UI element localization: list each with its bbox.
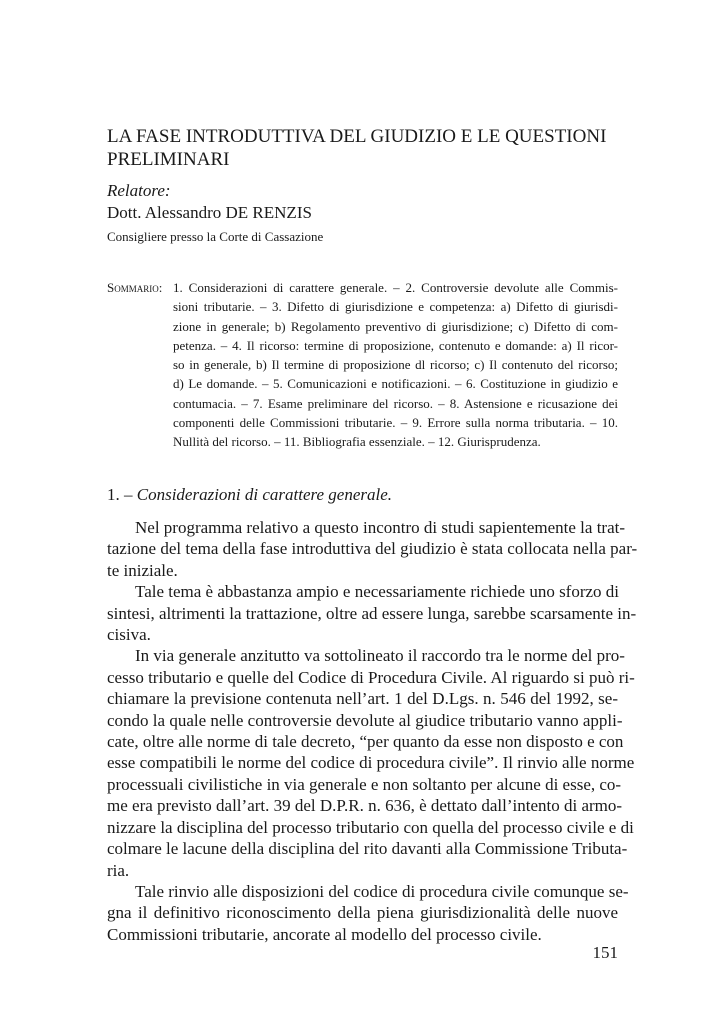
body-line: cesso tributario e quelle del Codice di Procedura Civile. Al riguardo si può ri- (107, 667, 635, 687)
body-line: In via generale anzitutto va sottolineato il raccordo tra le norme del pro- (135, 646, 625, 666)
body-line: cisiva. (107, 625, 151, 645)
chapter-title (107, 125, 618, 171)
body-line: condo la quale nelle controversie devolute al giudice tributario vanno appli- (107, 710, 623, 730)
author-name: Dott. Alessandro DE RENZIS (107, 203, 312, 222)
author-role: Consigliere presso la Corte di Cassazione (107, 229, 324, 244)
body-text (107, 517, 638, 945)
sommario-label: Sommario: (107, 280, 163, 295)
body-line: Commissioni tributarie, ancorate al modello del processo civile. (107, 924, 542, 944)
body-line: ria. (107, 860, 130, 880)
body-line: colmare le lacune della disciplina del rito davanti alla Commissione Tributa- (107, 839, 628, 859)
sommario-line: contumacia. – 7. Esame preliminare del ricorso. – 8. Astensione e ricusazione dei (173, 395, 618, 411)
relatore-label: Relatore: (107, 181, 171, 200)
section-heading (107, 484, 618, 505)
body-line: tazione del tema della fase introduttiva del giudizio è stata collocata nella par- (107, 539, 638, 559)
body-line: me era previsto dall’art. 39 del D.P.R. n. 636, è dettato dall’intento di armo- (107, 796, 623, 816)
sommario-line: zione in generale; b) Regolamento preventivo di giurisdizione; c) Difetto di com- (173, 318, 618, 334)
body-line: cate, oltre alle norme di tale decreto, “per quanto da esse non disposto e con (107, 732, 624, 752)
body-line: esse compatibili le norme del codice di procedura civile”. Il rinvio alle norme (107, 753, 635, 773)
body-line: nizzare la disciplina del processo tributario con quella del processo civile e di (107, 817, 634, 837)
sommario-line: d) Le domande. – 5. Comunicazioni e notificazioni. – 6. Costituzione in giudizio e (173, 376, 618, 392)
chapter-title-line-2: PRELIMINARI (107, 149, 230, 170)
body-line: Tale tema è abbastanza ampio e necessariamente richiede uno sforzo di (135, 582, 620, 602)
sommario-text (173, 278, 618, 452)
section-title: Considerazioni di carattere generale. (136, 485, 393, 504)
sommario-line: componenti delle Commissioni tributarie. – 9. Errore sulla norma tributaria. – 10. (173, 415, 618, 431)
body-line: Tale rinvio alle disposizioni del codice di procedura civile comunque se- (135, 881, 629, 901)
body-line: sintesi, altrimenti la trattazione, oltre ad essere lunga, sarebbe scarsamente in- (107, 603, 637, 623)
page-number: 151 (592, 943, 618, 962)
sommario-line: petenza. – 4. Il ricorso: termine di proposizione, contenuto e domande: a) Il ricor- (173, 337, 618, 353)
section-number: 1. – (107, 485, 133, 504)
body-line: gna il definitivo riconoscimento della piena giurisdizionalità delle nuove (107, 903, 618, 923)
sommario-line: sioni tributarie. – 3. Difetto di giurisdizione e competenza: a) Difetto di giurisdi- (173, 299, 618, 315)
chapter-title-line-1: LA FASE INTRODUTTIVA DEL GIUDIZIO E LE QUESTIONI (107, 126, 607, 147)
body-line: te iniziale. (107, 560, 178, 580)
sommario-line: so in generale, b) Il termine di proposizione dl ricorso; c) Il contenuto del ricorso; (173, 357, 618, 373)
sommario-line: Nullità del ricorso. – 11. Bibliografia essenziale. – 12. Giurisprudenza. (173, 434, 541, 450)
sommario-line: 1. Considerazioni di carattere generale. – 2. Controversie devolute alle Commis- (173, 280, 618, 295)
body-line: chiamare la previsione contenuta nell’art. 1 del D.Lgs. n. 546 del 1992, se- (107, 689, 618, 709)
body-line: Nel programma relativo a questo incontro di studi sapientemente la trat- (135, 518, 626, 537)
body-line: processuali civilistiche in via generale e non soltanto per alcune di esse, co- (107, 774, 622, 794)
